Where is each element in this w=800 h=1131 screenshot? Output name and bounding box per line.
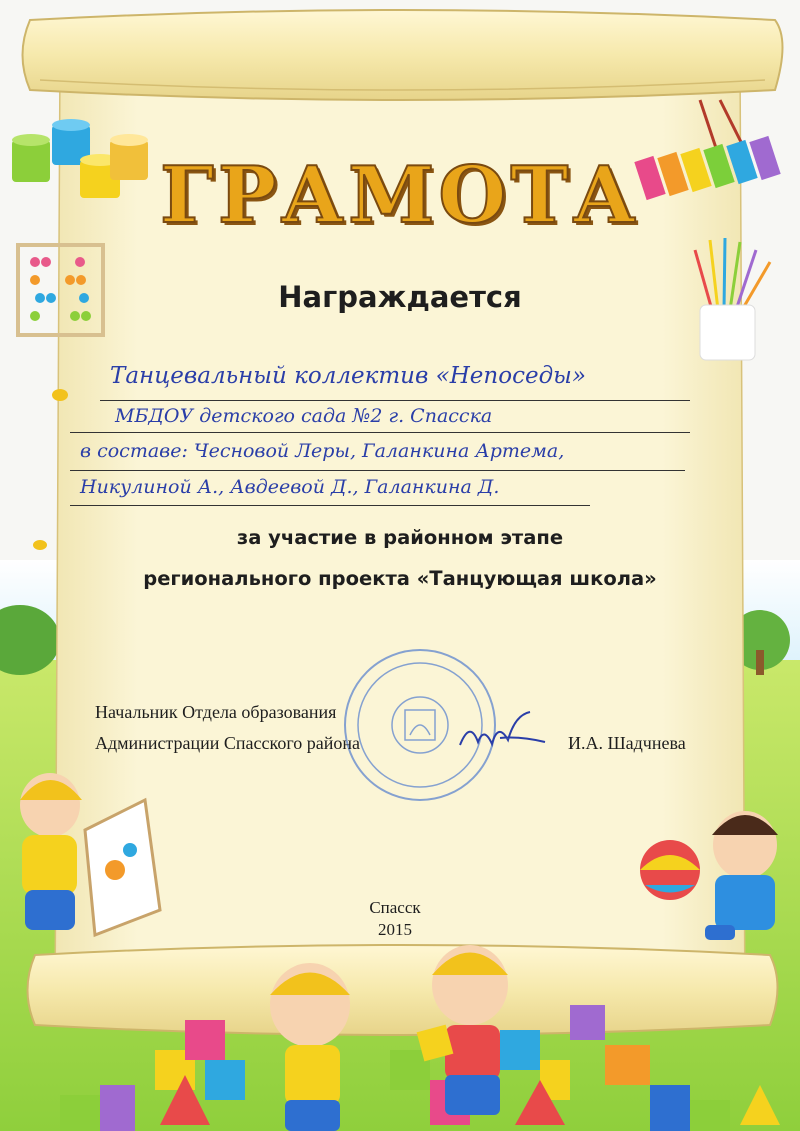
recipient-line-4: Никулиной А., Авдеевой Д., Галанкина Д. xyxy=(80,476,500,498)
signatory-position-1: Начальник Отдела образования xyxy=(95,702,337,722)
recipient-line-1: Танцевальный коллектив «Непоседы» xyxy=(110,363,586,389)
recipient-line-2: МБДОУ детского сада №2 г. Спасска xyxy=(115,405,493,427)
reason-line-2: регионального проекта «Танцующая школа» xyxy=(143,567,657,590)
underline-3 xyxy=(70,470,685,471)
certificate-title: ГРАМОТА xyxy=(160,150,640,241)
underline-1 xyxy=(100,400,690,401)
underline-2 xyxy=(70,432,690,433)
signatory-position-2: Администрации Спасского района xyxy=(95,733,361,753)
place-name: Спасск xyxy=(369,898,421,917)
signatory-name: И.А. Шадчнева xyxy=(568,733,686,753)
ladybug-icon xyxy=(52,389,68,401)
recipient-line-3: в составе: Чесновой Леры, Галанкина Артема, xyxy=(80,440,565,462)
reason-line-1: за участие в районном этапе xyxy=(236,526,564,549)
awarded-heading: Награждается xyxy=(278,280,522,314)
underline-4 xyxy=(70,505,590,506)
year: 2015 xyxy=(378,920,412,939)
